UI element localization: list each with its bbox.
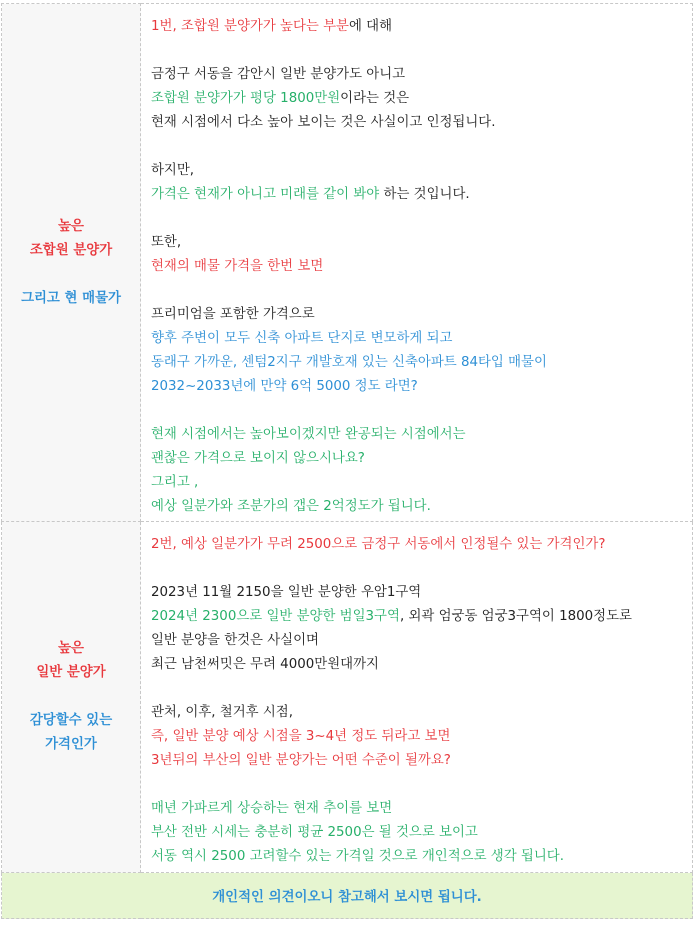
text-line — [151, 375, 692, 399]
text-line — [151, 821, 692, 845]
section1-text-lines — [151, 15, 692, 519]
section2-label-line1: 높은 — [58, 641, 84, 656]
text-segment: 이라는 것은 — [340, 91, 410, 106]
text-line — [151, 533, 692, 557]
text-segment: 2023년 11월 2150을 일반 분양한 우암1구역 — [151, 585, 422, 600]
section1-body — [141, 4, 693, 522]
text-segment: 즉, 일반 분양 예상 시점을 3~4년 정도 뒤라고 보면 — [151, 729, 451, 744]
text-line — [151, 327, 692, 351]
text-line — [151, 351, 692, 375]
text-line — [151, 581, 692, 605]
blank-line — [151, 399, 692, 423]
text-segment: 매년 가파르게 상승하는 현재 추이를 보면 — [151, 801, 393, 816]
content-table — [1, 3, 693, 919]
section1-label-line3: 그리고 현 매물가 — [21, 290, 121, 306]
text-line — [151, 15, 692, 39]
text-segment: 부산 전반 시세는 충분히 평균 2500은 될 것으로 보이고 — [151, 825, 478, 840]
text-line — [151, 495, 692, 519]
text-segment: 2024년 2300으로 일반 분양한 범일3구역 — [151, 609, 400, 624]
text-segment: 3년뒤의 부산의 일반 분양가는 어떤 수준이 될까요? — [151, 753, 451, 768]
text-line — [151, 845, 692, 869]
text-segment: 현재 시점에서 다소 높아 보이는 것은 사실이고 인정됩니다. — [151, 115, 496, 130]
text-segment: 일반 분양을 한것은 사실이며 — [151, 633, 319, 648]
section2-label-line2: 일반 분양가 — [36, 665, 106, 680]
text-segment: 현재의 매물 가격을 한번 보면 — [151, 259, 324, 274]
text-segment: 최근 남천써밋은 무려 4000만원대까지 — [151, 657, 379, 672]
blank-line — [151, 207, 692, 231]
text-line — [151, 653, 692, 677]
text-line — [151, 183, 692, 207]
section2-label-cell — [2, 522, 141, 873]
footer-note: 개인적인 의견이오니 참고해서 보시면 됩니다. — [212, 890, 482, 905]
text-line — [151, 231, 692, 255]
blank-line — [151, 135, 692, 159]
text-line — [151, 63, 692, 87]
text-segment: 2032~2033년에 만약 6억 5000 정도 라면? — [151, 379, 418, 394]
text-line — [151, 447, 692, 471]
text-line — [151, 111, 692, 135]
text-segment: 서동 역시 2500 고려할수 있는 가격일 것으로 개인적으로 생각 됩니다. — [151, 849, 564, 864]
text-segment: 현재 시점에서는 높아보이겠지만 완공되는 시점에서는 — [151, 427, 466, 442]
text-segment: 하는 것입니다. — [379, 187, 470, 202]
text-line — [151, 159, 692, 183]
section2-label-line4: 가격인가 — [45, 737, 97, 752]
blank-line — [151, 773, 692, 797]
section2-label-line3: 감당할수 있는 — [29, 713, 113, 728]
section1-label-line1: 높은 — [58, 218, 84, 234]
text-segment: 하지만, — [151, 163, 195, 178]
text-segment: 향후 주변이 모두 신축 아파트 단지로 변모하게 되고 — [151, 331, 453, 346]
text-line — [151, 303, 692, 327]
footer-row — [2, 873, 693, 919]
text-line — [151, 605, 692, 629]
text-line — [151, 701, 692, 725]
blank-line — [151, 677, 692, 701]
text-segment: 금정구 서동을 감안시 일반 분양가도 아니고 — [151, 67, 406, 82]
section-row-1 — [2, 4, 693, 522]
text-segment: 2번, 예상 일분가가 무려 2500으로 금정구 서동에서 인정될수 있는 가격인가? — [151, 537, 606, 552]
text-segment: 또한, — [151, 235, 182, 250]
text-segment: 동래구 가까운, 센텀2지구 개발호재 있는 신축아파트 84타입 매물이 — [151, 355, 547, 370]
blank-line — [151, 557, 692, 581]
text-segment: 관처, 이후, 철거후 시점, — [151, 705, 293, 720]
text-line — [151, 423, 692, 447]
text-line — [151, 725, 692, 749]
text-line — [151, 629, 692, 653]
text-line — [151, 255, 692, 279]
text-line — [151, 471, 692, 495]
text-segment: 에 대해 — [348, 19, 393, 34]
text-segment: 조합원 분양가가 평당 1800만원 — [151, 91, 341, 106]
blank-line — [151, 39, 692, 63]
section1-label-cell — [2, 4, 141, 522]
text-segment: 예상 일분가와 조분가의 갭은 2억정도가 됩니다. — [151, 499, 431, 514]
text-segment: 그리고 , — [151, 475, 199, 490]
section1-label-line2: 조합원 분양가 — [29, 242, 113, 258]
footer-cell — [2, 873, 693, 919]
section-row-2 — [2, 522, 693, 873]
section2-text-lines — [151, 533, 692, 869]
text-line — [151, 749, 692, 773]
section2-body — [141, 522, 693, 873]
text-segment: 가격은 현재가 아니고 미래를 같이 봐야 — [151, 187, 380, 202]
text-segment: 프리미엄을 포함한 가격으로 — [151, 307, 315, 322]
text-segment: , 외곽 엄궁동 엄궁3구역이 1800정도로 — [399, 609, 632, 624]
text-line — [151, 797, 692, 821]
text-segment: 1번, 조합원 분양가가 높다는 부분 — [151, 19, 349, 34]
text-segment: 괜찮은 가격으로 보이지 않으시나요? — [151, 451, 365, 466]
text-line — [151, 87, 692, 111]
blank-line — [151, 279, 692, 303]
